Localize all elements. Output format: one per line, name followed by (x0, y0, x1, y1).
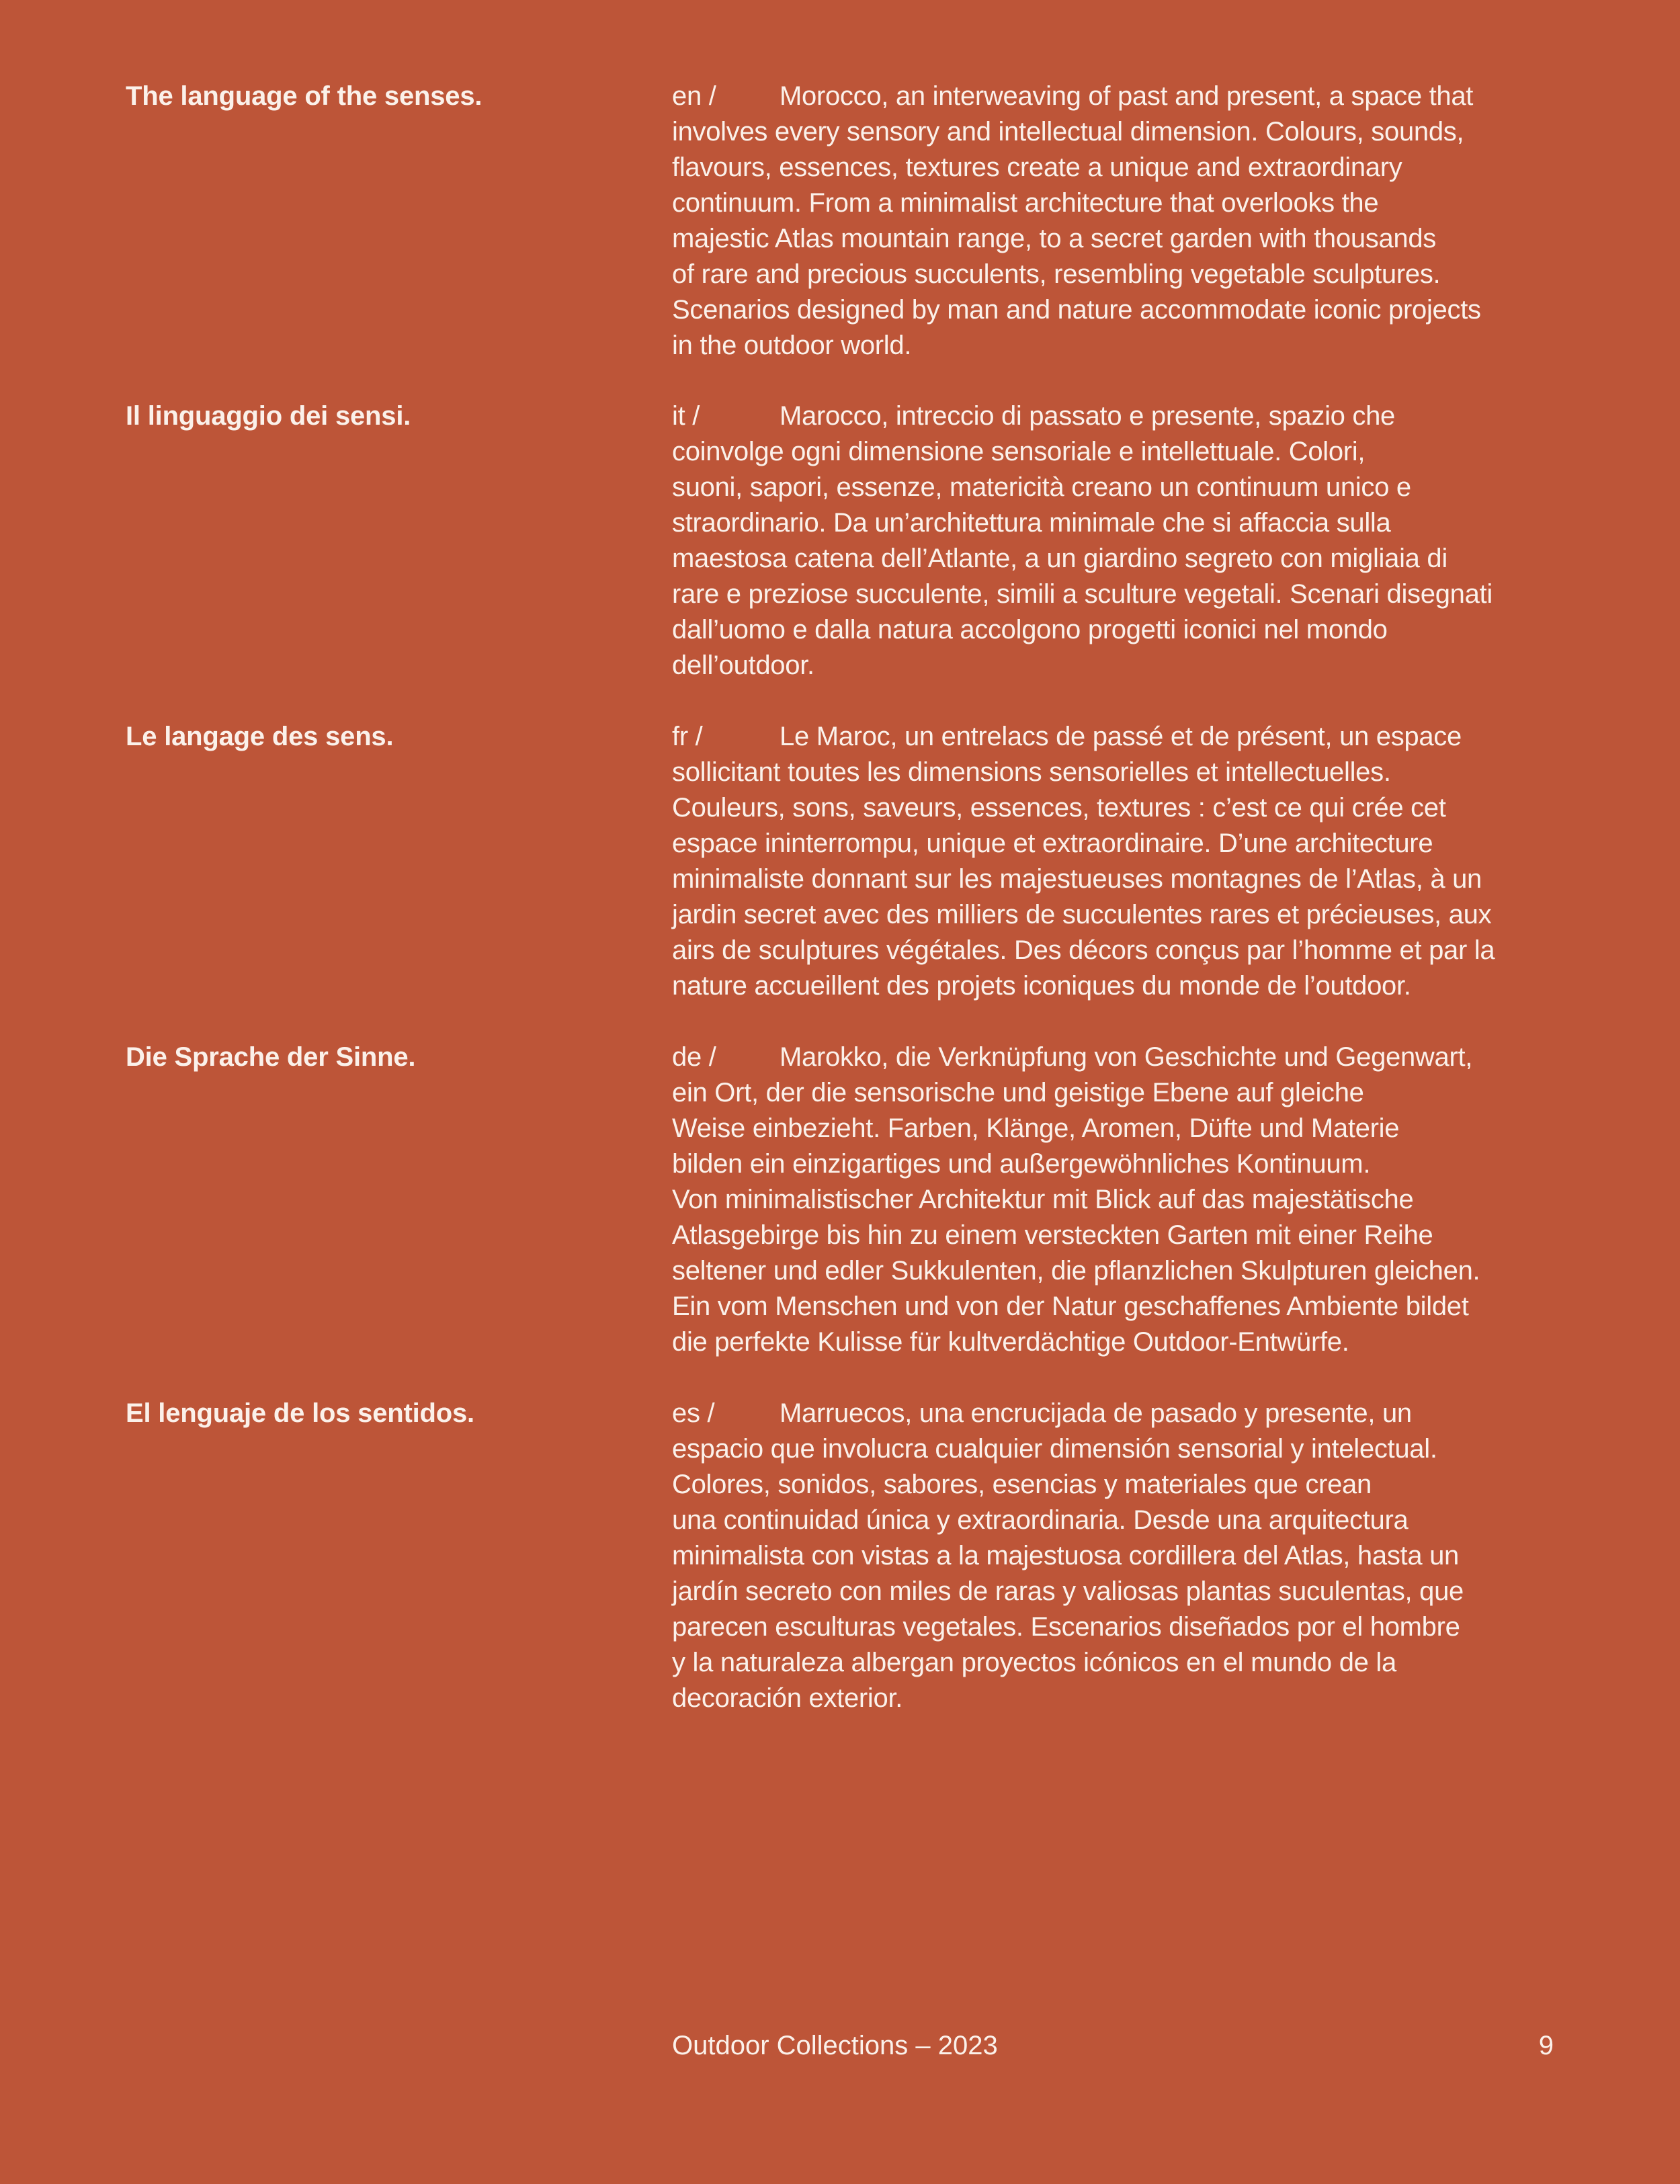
body-line: Couleurs, sons, saveurs, essences, textures : c’est ce qui crée cet (672, 793, 1446, 823)
body-line: involves every sensory and intellectual dimension. Colours, sounds, (672, 117, 1464, 146)
body-line: airs de sculptures végétales. Des décors conçus par l’homme et par la (672, 935, 1495, 965)
body-line: rare e preziose succulente, simili a sculture vegetali. Scenari disegnati (672, 579, 1493, 609)
body-line: die perfekte Kulisse für kultverdächtige Outdoor-Entwürfe. (672, 1327, 1349, 1357)
body-es (672, 1396, 1559, 1716)
body-line: de / Marokko, die Verknüpfung von Geschichte und Gegenwart, (672, 1040, 1559, 1075)
body-de (672, 1040, 1559, 1360)
body-line: it / Marocco, intreccio di passato e presente, spazio che (672, 398, 1559, 434)
body-line: of rare and precious succulents, resembling vegetable sculptures. (672, 259, 1441, 289)
footer-title: Outdoor Collections – 2023 (672, 2031, 998, 2060)
body-line: Von minimalistischer Architektur mit Blick auf das majestätische (672, 1185, 1414, 1214)
language-tag-fr: fr / (672, 722, 703, 751)
body-line: jardín secreto con miles de raras y valiosas plantas suculentas, que (672, 1577, 1464, 1606)
page-number: 9 (1538, 2031, 1554, 2060)
body-line: majestic Atlas mountain range, to a secret garden with thousands (672, 224, 1437, 253)
body-line: minimalista con vistas a la majestuosa cordillera del Atlas, hasta un (672, 1541, 1459, 1570)
body-line: decoración exterior. (672, 1683, 903, 1713)
body-line: nature accueillent des projets iconiques du monde de l’outdoor. (672, 971, 1411, 1001)
language-tag-en: en / (672, 81, 716, 111)
body-line: in the outdoor world. (672, 331, 912, 360)
language-tag-de: de / (672, 1042, 716, 1072)
heading-de: Die Sprache der Sinne. (126, 1042, 416, 1072)
body-line: seltener und edler Sukkulenten, die pflanzlichen Skulpturen gleichen. (672, 1256, 1480, 1286)
body-line: espacio que involucra cualquier dimensión sensorial y intelectual. (672, 1434, 1437, 1464)
body-line: dall’uomo e dalla natura accolgono progetti iconici nel mondo (672, 615, 1388, 644)
body-line: es / Marruecos, una encrucijada de pasado y presente, un (672, 1396, 1559, 1431)
body-line: espace ininterrompu, unique et extraordinaire. D’une architecture (672, 829, 1433, 858)
body-fr (672, 719, 1559, 1004)
language-tag-es: es / (672, 1398, 715, 1428)
body-line: Atlasgebirge bis hin zu einem versteckten Garten mit einer Reihe (672, 1220, 1433, 1250)
body-line: parecen esculturas vegetales. Escenarios diseñados por el hombre (672, 1612, 1460, 1642)
body-line: bilden ein einzigartiges und außergewöhnliches Kontinuum. (672, 1149, 1371, 1179)
heading-en: The language of the senses. (126, 81, 482, 111)
body-line: Weise einbezieht. Farben, Klänge, Aromen, Düfte und Materie (672, 1114, 1400, 1143)
heading-es: El lenguaje de los sentidos. (126, 1398, 474, 1428)
body-line: flavours, essences, textures create a unique and extraordinary (672, 153, 1402, 182)
body-line: fr / Le Maroc, un entrelacs de passé et de présent, un espace (672, 719, 1559, 755)
body-line: dell’outdoor. (672, 650, 814, 680)
body-line: y la naturaleza albergan proyectos icónicos en el mundo de la (672, 1648, 1396, 1677)
body-line: sollicitant toutes les dimensions sensorielles et intellectuelles. (672, 757, 1391, 787)
body-line: en / Morocco, an interweaving of past and present, a space that (672, 79, 1559, 114)
body-line: suoni, sapori, essenze, matericità creano un continuum unico e (672, 472, 1411, 502)
body-it (672, 398, 1559, 683)
body-en (672, 79, 1559, 364)
heading-it: Il linguaggio dei sensi. (126, 401, 411, 431)
body-line: maestosa catena dell’Atlante, a un giardino segreto con migliaia di (672, 544, 1447, 573)
body-line: minimaliste donnant sur les majestueuses montagnes de l’Atlas, à un (672, 864, 1482, 894)
body-line: Scenarios designed by man and nature accommodate iconic projects (672, 295, 1481, 325)
body-line: ein Ort, der die sensorische und geistige Ebene auf gleiche (672, 1078, 1364, 1107)
body-line: Ein vom Menschen und von der Natur geschaffenes Ambiente bildet (672, 1292, 1469, 1321)
body-line: Colores, sonidos, sabores, esencias y materiales que crean (672, 1470, 1372, 1499)
body-line: continuum. From a minimalist architecture that overlooks the (672, 188, 1379, 218)
body-line: jardin secret avec des milliers de succulentes rares et précieuses, aux (672, 900, 1492, 929)
heading-fr: Le langage des sens. (126, 722, 394, 751)
language-tag-it: it / (672, 401, 700, 431)
body-line: coinvolge ogni dimensione sensoriale e intellettuale. Colori, (672, 437, 1366, 466)
body-line: straordinario. Da un’architettura minimale che si affaccia sulla (672, 508, 1391, 538)
body-line: una continuidad única y extraordinaria. Desde una arquitectura (672, 1505, 1409, 1535)
